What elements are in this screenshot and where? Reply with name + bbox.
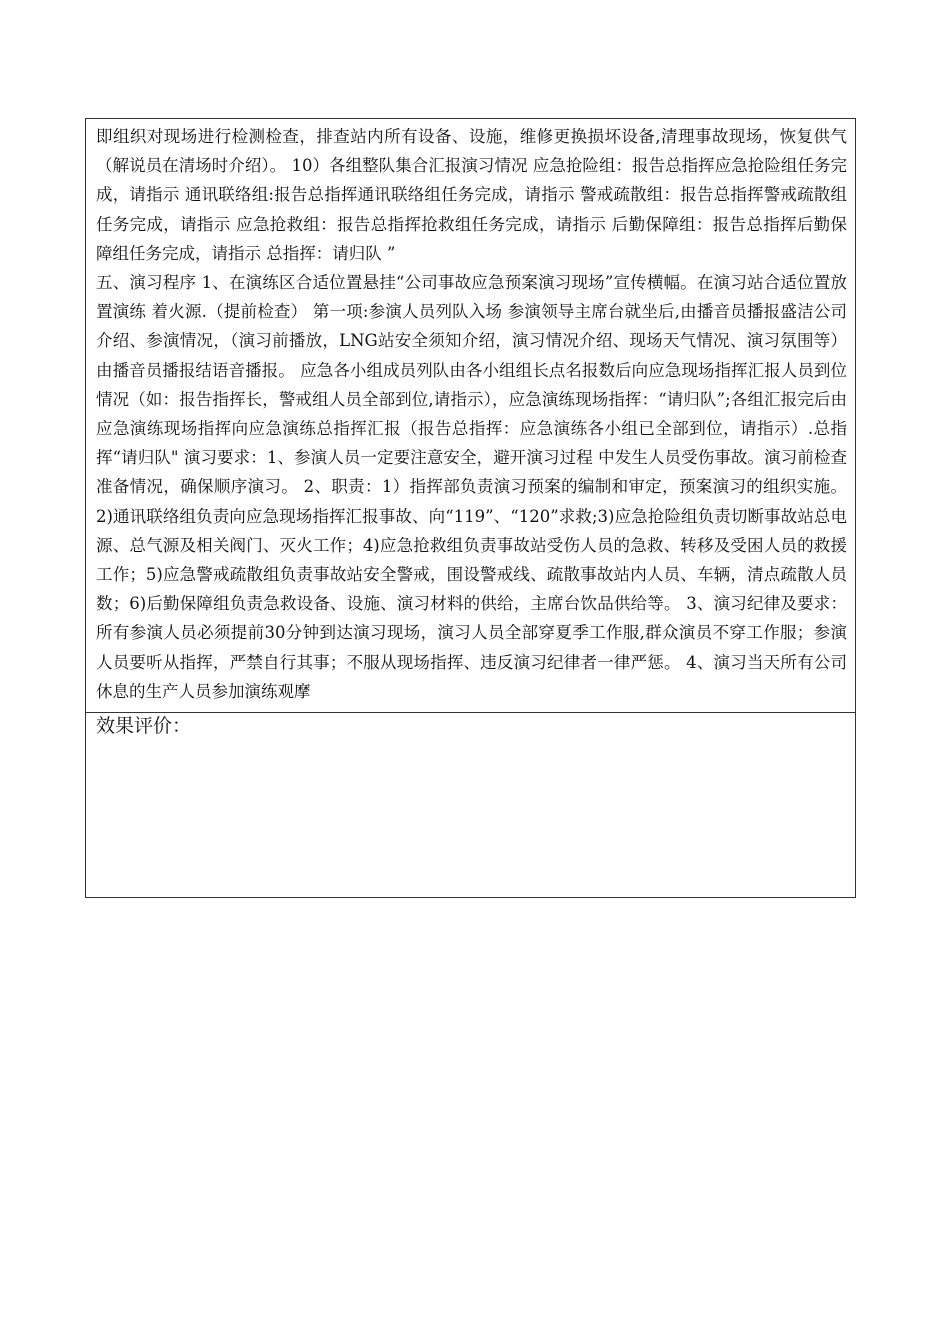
paragraph-cleanup-and-report: 即组织对现场进行检测检查，排查站内所有设备、设施，维修更换损坏设备,清理事故现场，恢复供气（解说员在清场时介绍）。 10）各组整队集合汇报演习情况 应急抢险组：报告总指挥应急抢险组任务完成，请指示 通讯联络组:报告总指挥通讯联络组任务完成，请指示 警戒疏散组：报告总指挥警戒疏散组任务完成，请指示 应急抢救组：报告总指挥抢救组任务完成，请指示 后勤保障组：报告总指挥后勤保障组任务完成，请指示 总指挥：请归队 ” [96, 127, 847, 263]
paragraph-drill-procedure: 五、演习程序 1、在演练区合适位置悬挂“公司事故应急预案演习现场”宣传横幅。在演习站合适位置放置演练 着火源.（提前检查） 第一项:参演人员列队入场 参演领导主席台就坐后,由播音员播报盛洁公司介绍、参演情况，（演习前播放，LNG站安全须知介绍，演习情况介绍、现场天气情况、演习氛围等）由播音员播报结语音播报。 应急各小组成员列队由各小组组长点名报数后向应急现场指挥汇报人员到位情况（如：报告指挥长，警戒组人员全部到位,请指示），应急演练现场指挥：“请归队”;各组汇报完后由应急演练现场指挥向应急演练总指挥汇报（报告总指挥：应急演练各小组已全部到位，请指示）.总指挥“请归队" 演习要求：1、参演人员一定要注意安全，避开演习过程 中发生人员受伤事故。演习前检查准备情况，确保顺序演习。 2、职责：1）指挥部负责演习预案的编制和审定，预案演习的组织实施。2)通讯联络组负责向应急现场指挥汇报事故、向“119”、“120”求救;3)应急抢险组负责切断事故站总电源、总气源及相关阀门、灭火工作；4)应急抢救组负责事故站受伤人员的急救、转移及受困人员的救援工作；5)应急警戒疏散组负责事故站安全警戒，围设警戒线、疏散事故站内人员、车辆，清点疏散人员数；6)后勤保障组负责急救设备、设施、演习材料的供给，主席台饮品供给等。 3、演习纪律及要求：所有参演人员必须提前30分钟到达演习现场，演习人员全部穿夏季工作服,群众演员不穿工作服；参演人员要听从指挥，严禁自行其事；不服从现场指挥、违反演习纪律者一律严惩。 4、演习当天所有公司休息的生产人员参加演练观摩 [96, 273, 847, 701]
content-cell [86, 119, 855, 713]
document-table [85, 118, 856, 898]
evaluation-cell [86, 713, 855, 897]
evaluation-label: 效果评价： [96, 715, 192, 738]
